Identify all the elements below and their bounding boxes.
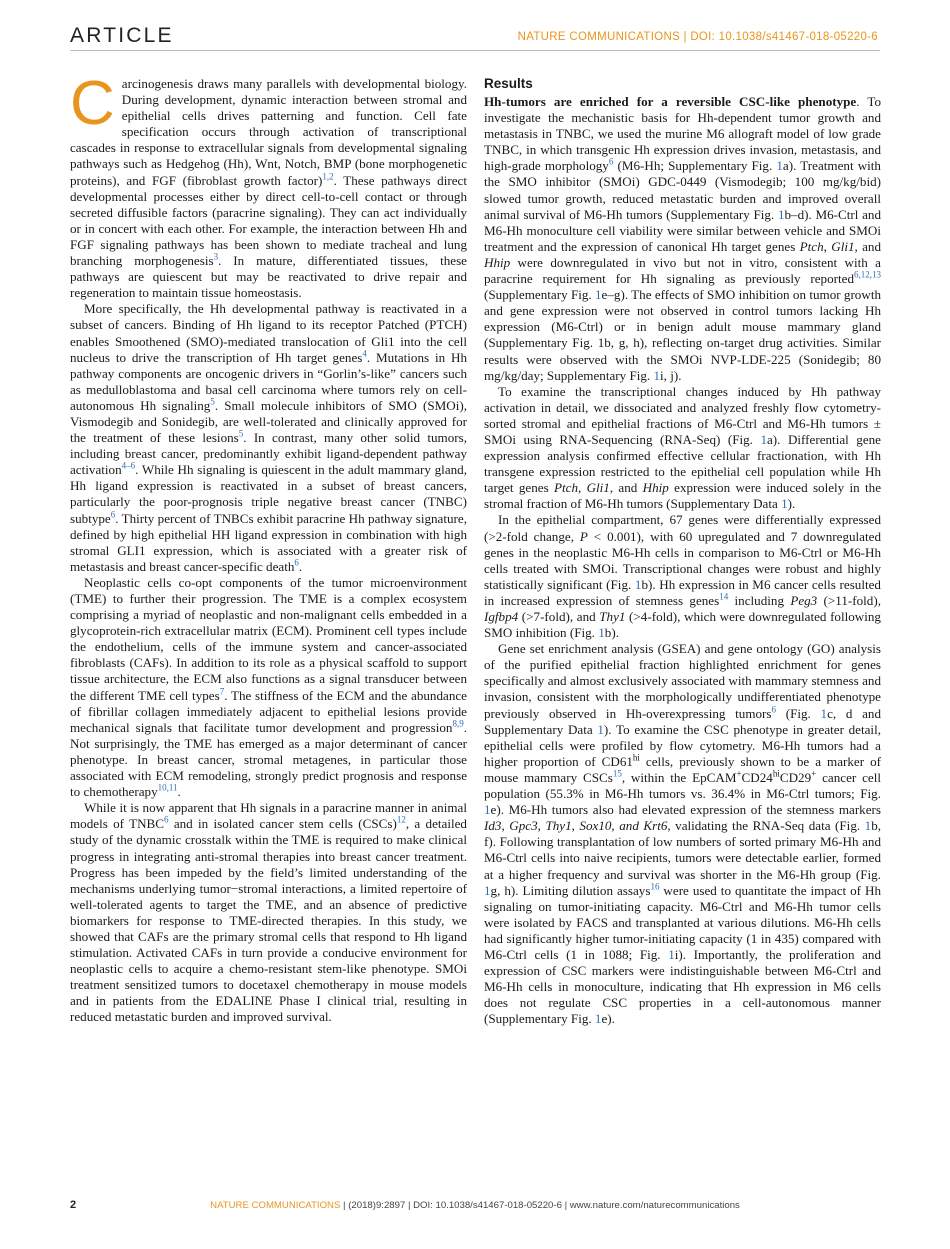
reference-link[interactable]: 6 (294, 557, 299, 568)
reference-link[interactable]: 15 (612, 768, 622, 779)
italic-term: Hhip (642, 480, 669, 496)
journal-reference[interactable]: NATURE COMMUNICATIONS | DOI: 10.1038/s41467-018-05220-6 (517, 31, 878, 43)
figure-link[interactable]: 1 (597, 721, 604, 737)
figure-link[interactable]: 1 (776, 158, 783, 174)
figure-link[interactable]: 1 (598, 625, 605, 641)
paragraph: To examine the transcriptional changes induced by Hh pathway activation in detail, we dissociated and analyzed freshly flow cytometry-sorted stromal and epithelial fractions of M6-Ctrl and M6-Hh tumors ± SMOi using RNA-Sequencing (RNA-Seq) (Fig. 1a). Differential gene expression analysis confirmed effective cellular fractionation, with Hh transgene expression restricted to the epithelial cell population while Hh target genes Ptch, Gli1, and Hhip expression were induced solely in the stromal fraction of M6-Hh tumors (Supplementary Data 1). (484, 383, 882, 512)
reference-link[interactable]: 3 (213, 251, 219, 262)
paragraph: Hh-tumors are enriched for a reversible CSC-like phenotype. To investigate the mechanistic basis for Hh-dependent tumor growth and metastasis in TNBC, we used the murine M6 allograft model of low grade TNBC, in which transgenic Hh expression drives invasion, metastasis, and high-grade morphology$^6$ (M6-Hh; Supplementary Fig. 1a). Treatment with the SMO inhibitor (SMOi) GDC-0449 (Vismodegib; 100 mg/kg/bid) slowed tumor growth, reduced metastatic burden and improved overall animal survival of M6-Hh tumors (Supplementary Fig. 1b–d). M6-Ctrl and M6-Hh monoculture cell viability were similar between vehicle and SMOi treatment and the expression of canonical Hh target genes Ptch, Gli1, and Hhip were downregulated in vivo but not in vitro, consistent with a paracrine requirement for Hh signaling as previously reported$^{6,12,13}$ (Supplementary Fig. 1e–g). The effects of SMO inhibition on tumor growth and gene expression were not observed in control tumors lacking Hh expression (M6-Ctrl) or in benign adult mouse mammary gland (Supplementary Fig. 1b, g, h), reflecting on-target drug activities. Similar results were observed with the SMOi NVP-LDE-225 (Sonidegib; 80 mg/kg/day; Supplementary Fig. 1i, j). (484, 94, 882, 383)
paragraph: While it is now apparent that Hh signals in a paracrine manner in animal models of TNBC$^6$ and in isolated cancer stem cells (CSCs)$^{12}$, a detailed study of the dynamic crosstalk within the TME is required to make clinical progress in integrating anti-stromal therapies into breast cancer treatment. Progress has been impeded by the field’s limited understanding of the mechanisms underlying tumor−stromal interactions, a limited repertoire of well-tolerated agents to target the TME, and an absence of predictive biomarkers for response to TME-directed therapies. In this study, we showed that CAFs are the primary stromal cells that respond to Hh ligand stimulation. Activated CAFs in turn provide a conducive environment for neoplastic cells to acquire a chemo-resistant stem-like phenotype. SMOi treatment sensitized tumors to docetaxel chemotherapy in mouse models and in patients from the EDALINE Phase I clinical trial, resulting in reduced metastatic burden and improved survival. (70, 800, 467, 1025)
reference-link[interactable]: 12 (396, 814, 406, 825)
italic-term: Id3 (484, 818, 502, 834)
italic-term: Thy1 (599, 609, 626, 624)
italic-term: Peg3 (790, 592, 818, 608)
reference-link[interactable]: 4–6 (121, 460, 136, 471)
right-column (484, 76, 881, 1027)
reference-link[interactable]: 8,9 (452, 718, 464, 729)
italic-term: Gli1 (831, 238, 855, 254)
paragraph: More specifically, the Hh developmental pathway is reactivated in a subset of cancers. Binding of Hh ligand to its receptor Patched (PTCH) enables Smoothened (SMO)-mediated translocation of Gli1 into the cell nucleus to drive the transcription of Hh target genes$^4$. Mutations in Hh pathway components are oncogenic drivers in “Gorlin’s-like” cancers such as medulloblastoma and basal cell carcinoma where tumors rely on cell-autonomous Hh signaling$^5$. Small molecule inhibitors of SMO (SMOi), Vismodegib and Sonidegib, are well-tolerated and clinically approved for the treatment of these lesions$^5$. In contrast, many other solid tumors, including breast cancer, predominantly exhibit ligand-dependent pathway activation$^{4-6}$. While Hh signaling is quiescent in the adult mammary gland, Hh ligand expression is reactivated in a subset of breast cancers, particularly the poor-prognosis triple negative breast cancer (TNBC) subtype$^6$. Thirty percent of TNBCs exhibit paracrine Hh pathway signature, defined by high epithelial HH ligand expression in combination with high stromal GLI1 expression, which is associated with a greater risk of metastasis and breast cancer-specific death$^6$. (70, 301, 467, 574)
section-label: ARTICLE (70, 24, 174, 47)
italic-term: Sox10 (579, 818, 612, 834)
italic-term: Igfbp4 (484, 609, 519, 624)
figure-link[interactable]: 1 (864, 818, 872, 834)
reference-link[interactable]: 7 (219, 686, 225, 697)
section-heading: Results (484, 76, 533, 91)
reference-link[interactable]: 5 (238, 428, 244, 439)
italic-term: Ptch (554, 480, 578, 496)
italic-term: Hhip (484, 254, 511, 270)
figure-link[interactable]: 1 (634, 576, 642, 592)
paragraph: In the epithelial compartment, 67 genes were differentially expressed (>2-fold change, P < 0.001), with 60 upregulated and 7 downregulated genes in the neoplastic M6-Hh cells in comparison to M6-Ctrl or M6-Hh cells treated with SMOi. Transcriptional changes were robust and highly statistically significant (Fig. 1b). Hh expression in M6 cancer cells resulted in increased expression of stemness genes$^{14}$ including Peg3 (>11-fold), Igfbp4 (>7-fold), and Thy1 (>4-fold), which were downregulated following SMO inhibition (Fig. 1b). (484, 512, 881, 641)
subsection-heading: Hh-tumors are enriched for a reversible CSC-like phenotype (484, 94, 857, 109)
reference-link[interactable]: 5 (210, 396, 215, 407)
figure-link[interactable]: 1 (653, 367, 661, 383)
reference-link[interactable]: 4 (362, 348, 367, 359)
drop-cap: C (70, 69, 115, 138)
figure-link[interactable]: 1 (781, 496, 788, 512)
footer-citation (0, 1200, 950, 1211)
reference-link[interactable]: 6 (110, 509, 116, 520)
figure-link[interactable]: 1 (484, 802, 491, 818)
figure-link[interactable]: 1 (594, 1011, 602, 1027)
paragraph: Neoplastic cells co-opt components of the tumor microenvironment (TME) to further their progression. The TME is a complex ecosystem comprising a myriad of neoplastic and non-malignant cells embedded in a glycoprotein-rich extracellular matrix (ECM). Prominent cell types include the endothelium, cells of the immune system and cancer-associated fibroblasts (CAFs). In addition to its role as a physical scaffold to support tissue architecture, the ECM also functions as a signal transducer between the different TME cell types$^7$. The stiffness of the ECM and the abundance of fibrillar collagen immediately adjacent to epithelial lesions provide mechanical signals that facilitate tumor development and progression$^{8,9}$. Not surprisingly, the TME has emerged as a major determinant of cancer phenotype. In breast cancer, stromal metagenes, in particular those associated with ECM remodeling, strongly predict prognosis and response to chemotherapy$^{10,11}$. (70, 574, 467, 800)
italic-term: Gli1 (586, 480, 610, 496)
footer-citation-text: | (2018)9:2897 | DOI: 10.1038/s41467-018-05220-6 | www.nature.com/naturecommunications (340, 1200, 740, 1211)
reference-link[interactable]: 6 (771, 704, 777, 715)
footer-journal[interactable]: NATURE COMMUNICATIONS (210, 1200, 341, 1211)
paragraph: Gene set enrichment analysis (GSEA) and gene ontology (GO) analysis of the purified epithelial fraction highlighted enrichment for genes specifically and almost exclusively associated with mammary stemness and invasion, consistent with the morphologically undifferentiated phenotype previously observed in Hh-overexpressing tumors$^6$ (Fig. 1c, d and Supplementary Data 1). To examine the CSC phenotype in greater detail, epithelial cells were profiled by flow cytometry. M6-Hh tumors had a higher proportion of $CD61^{hi}$ cells, previously shown to be a marker of mouse mammary CSCs$^{15}$, within the $EpCAM^+CD24^{hi}CD29^+$ cancer cell population (55.3% in M6-Hh tumors vs. 36.4% in M6-Ctrl tumors; Fig. 1e). M6-Hh tumors also had elevated expression of the stemness markers Id3, Gpc3, Thy1, Sox10, and Krt6, validating the RNA-Seq data (Fig. 1b, f). Following transplantation of low numbers of sorted primary M6-Hh and M6-Ctrl cells into naive recipients, tumors were detectable earlier, formed at a higher frequency and survival was shorter in the M6-Hh group (Fig. 1g, h). Limiting dilution assays$^{16}$ were used to quantitate the impact of Hh signaling on tumor-initiating capacity. M6-Ctrl and M6-Hh tumor cells were isolated by FACS and transplanted at various dilutions. M6-Hh cells had significantly higher tumor-initiating capacity (1 in 435) compared with M6-Ctrl cells (1 in 1088; Fig. 1i). Importantly, the proliferation and expression of CSC markers were indistinguishable between M6-Ctrl and M6-Hh cells in monoculture, indicating that Hh expression in M6 cells does not regulate CSC properties in a cell-autonomous manner (Supplementary Fig. 1e). (484, 641, 882, 1027)
figure-link[interactable]: 1 (777, 206, 785, 222)
reference-link[interactable]: 16 (650, 881, 660, 892)
reference-link[interactable]: 6 (164, 814, 169, 825)
reference-link[interactable]: 6 (608, 157, 614, 168)
superscript: hi (632, 752, 640, 763)
italic-term: Thy1 (545, 818, 572, 834)
figure-link[interactable]: 1 (820, 705, 828, 721)
superscript: + (736, 768, 742, 779)
italic-term: and Krt6 (619, 818, 668, 834)
italic-term: Ptch (799, 238, 824, 254)
reference-link[interactable]: 10,11 (157, 782, 178, 793)
figure-link[interactable]: 1 (484, 882, 491, 898)
left-column (70, 69, 467, 1026)
reference-link[interactable]: 14 (719, 591, 729, 602)
figure-link[interactable]: 1 (668, 946, 675, 962)
reference-link[interactable]: 6,12,13 (854, 269, 881, 280)
paragraph: Carcinogenesis draws many parallels with developmental biology. During development, dynamic interaction between stromal and epithelial cells drives patterning and function. Cell fate specification occurs through activation of transcriptional cascades in response to extracellular signals from developmental signaling pathways such as Hedgehog (Hh), Wnt, Notch, BMP (bone morphogenetic proteins), and FGF (fibroblast growth factor)$^{1,2}$. These pathways direct developmental processes either by direct cell-to-cell contact or through secreted diffusible factors (paracrine signaling). They can act individually or in concert with each other. For example, the interaction between Hh and FGF signaling pathways has been shown to mediate tracheal and lung branching morphogenesis$^3$. In mature, differentiated tissues, these pathways are quiescent but may be reactivated to drive repair and regeneration to maintain tissue homeostasis. (70, 69, 467, 301)
page-number: 2 (70, 1199, 77, 1211)
reference-link[interactable]: 1,2 (322, 171, 334, 182)
figure-link[interactable]: 1 (595, 287, 602, 303)
superscript: + (811, 768, 817, 779)
superscript: hi (772, 768, 780, 779)
header-divider (70, 50, 880, 51)
italic-term: P (579, 528, 588, 544)
italic-term: Gpc3 (509, 818, 538, 834)
figure-link[interactable]: 1 (760, 431, 767, 447)
